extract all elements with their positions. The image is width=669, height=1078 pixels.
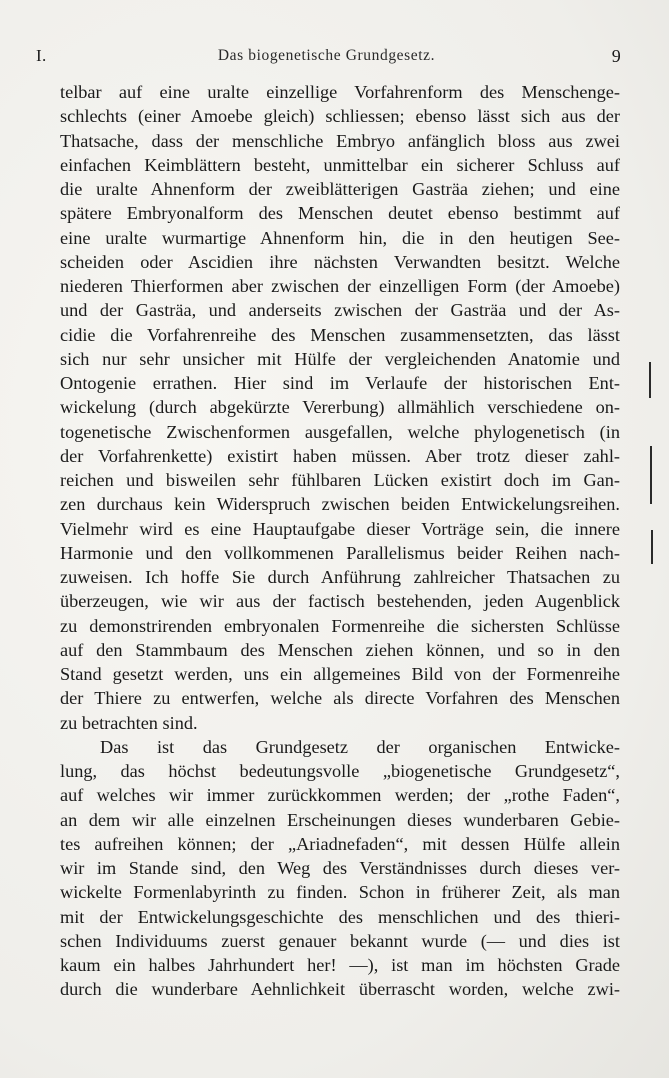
- page-number: 9: [611, 46, 621, 66]
- body-text: [60, 80, 620, 1002]
- margin-mark: [650, 446, 652, 504]
- text-line: überzeugen, wie wir aus der factisch bestehenden, jeden Augenblick: [60, 591, 620, 612]
- text-line: zuweisen. Ich hoffe Sie durch Anführung zahlreicher Thatsachen zu: [60, 567, 620, 587]
- margin-mark: [649, 362, 651, 398]
- text-line: wir im Stande sind, den Weg des Verständnisses durch dieses ver-: [60, 858, 620, 878]
- text-line: Ontogenie errathen. Hier sind im Verlaufe der historischen Ent-: [60, 373, 620, 393]
- text-line: sich nur sehr unsicher mit Hülfe der vergleichenden Anatomie und: [60, 348, 620, 369]
- text-line: wickelung (durch abgekürzte Vererbung) allmählich verschiedene on-: [60, 397, 620, 418]
- text-line: Harmonie und den vollkommenen Parallelismus beider Reihen nach-: [60, 542, 620, 563]
- text-line: Vielmehr wird es eine Hauptaufgabe dieser Vorträge sein, die innere: [60, 518, 620, 539]
- text-line: cidie die Vorfahrenreihe des Menschen zusammensetzten, das lässt: [60, 324, 620, 345]
- running-header: [32, 46, 621, 72]
- text-line: die uralte Ahnenform der zweiblätterigen Gasträa ziehen; und eine: [60, 179, 620, 199]
- paragraph-start-line: Das ist das Grundgesetz der organischen Entwicke-: [100, 736, 620, 757]
- text-line: Thatsache, dass der menschliche Embryo anfänglich bloss aus zwei: [60, 130, 620, 151]
- text-line: zen durchaus kein Widerspruch zwischen beiden Entwickelungsreihen.: [60, 494, 620, 515]
- text-line: schlechts (einer Amoebe gleich) schliessen; ebenso lässt sich aus der: [60, 106, 620, 127]
- chapter-number: I.: [36, 46, 47, 65]
- text-line: der Vorfahrenkette) existirt haben müssen. Aber trotz dieser zahl-: [60, 445, 620, 466]
- text-line: an dem wir alle einzelnen Erscheinungen dieses wunderbaren Gebie-: [60, 809, 620, 830]
- text-line: spätere Embryonalform des Menschen deutet ebenso bestimmt auf: [60, 203, 620, 224]
- text-line: telbar auf eine uralte einzellige Vorfahrenform des Menschenge-: [60, 82, 620, 102]
- text-line: togenetische Zwischenformen ausgefallen, welche phylogenetisch (in: [60, 421, 620, 442]
- text-line: auf welches wir immer zurückkommen werden; der „rothe Faden“,: [60, 785, 620, 806]
- paragraph-end-line: zu betrachten sind.: [60, 712, 198, 733]
- text-line: mit der Entwickelungsgeschichte des menschlichen und des thieri-: [60, 906, 620, 927]
- text-line: der Thiere zu entwerfen, welche als directe Vorfahren des Menschen: [60, 688, 620, 709]
- text-line: reichen und bisweilen sehr fühlbaren Lücken existirt doch im Gan-: [60, 470, 620, 490]
- text-line: lung, das höchst bedeutungsvolle „biogenetische Grundgesetz“,: [60, 761, 620, 781]
- text-line: schen Individuums zuerst genauer bekannt wurde (— und dies ist: [60, 930, 620, 951]
- text-line: durch die wunderbare Aehnlichkeit überrascht worden, welche zwi-: [60, 979, 620, 1000]
- text-line: tes aufreihen können; der „Ariadnefaden“, mit dessen Hülfe allein: [60, 833, 620, 854]
- text-line: niederen Thierformen aber zwischen der einzelligen Form (der Amoebe): [60, 276, 620, 296]
- text-line: Stand gesetzt werden, uns ein allgemeines Bild von der Formenreihe: [60, 664, 620, 684]
- text-line: auf den Stammbaum des Menschen ziehen können, und so in den: [60, 639, 620, 660]
- text-line: zu demonstrirenden embryonalen Formenreihe die sichersten Schlüsse: [60, 615, 620, 636]
- text-line: eine uralte wurmartige Ahnenform hin, die in den heutigen See-: [60, 227, 620, 248]
- text-line: scheiden oder Ascidien ihre nächsten Verwandten besitzt. Welche: [60, 251, 620, 272]
- text-line: wickelte Formenlabyrinth zu finden. Schon in früherer Zeit, als man: [60, 882, 620, 903]
- margin-mark: [651, 530, 653, 564]
- running-title: Das biogenetische Grundgesetz.: [217, 47, 436, 64]
- text-line: kaum ein halbes Jahrhundert her! —), ist man im höchsten Grade: [60, 955, 620, 975]
- text-line: einfachen Keimblättern besteht, unmittelbar ein sicherer Schluss auf: [60, 154, 620, 175]
- text-line: und der Gasträa, und anderseits zwischen der Gasträa und der As-: [60, 300, 620, 321]
